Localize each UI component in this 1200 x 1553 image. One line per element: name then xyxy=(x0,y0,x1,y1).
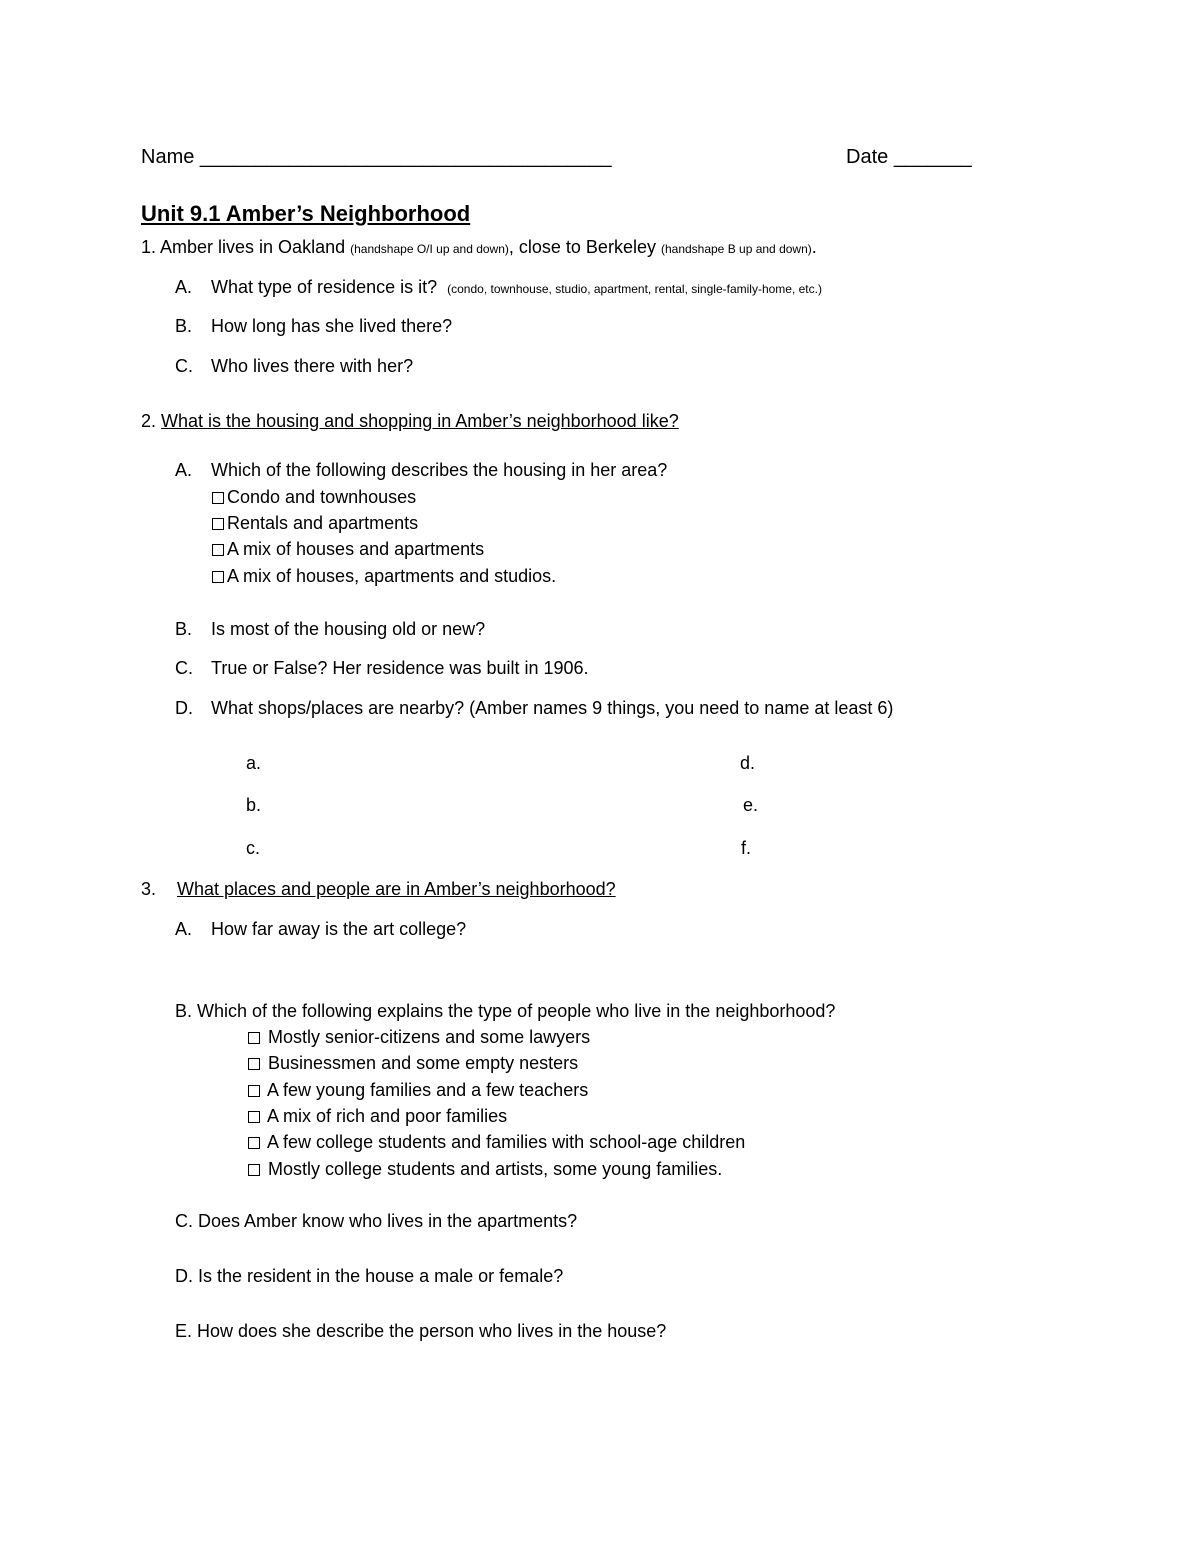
q3-b-option-6[interactable] xyxy=(248,1158,722,1180)
q1-note-oakland: (handshape O/I up and down) xyxy=(350,242,509,256)
checkbox-icon[interactable] xyxy=(248,1137,260,1149)
q2-b-label: B. xyxy=(175,619,193,639)
q2-heading-text: What is the housing and shopping in Amber’s neighborhood like? xyxy=(161,411,679,431)
q2-blank-c: c. xyxy=(246,838,261,858)
q2-c-text: True or False? Her residence was built in 1906. xyxy=(211,658,589,678)
q1-item-a-note: (condo, townhouse, studio, apartment, rental, single-family-home, etc.) xyxy=(447,282,822,296)
checkbox-icon[interactable] xyxy=(212,571,224,583)
checkbox-icon[interactable] xyxy=(212,518,224,530)
q2-a-option-2-label: Rentals and apartments xyxy=(227,513,419,533)
q3-b-option-3[interactable] xyxy=(248,1079,588,1101)
q3-heading-text: What places and people are in Amber’s neighborhood? xyxy=(177,879,616,899)
q2-a-option-4[interactable] xyxy=(212,565,556,587)
q2-d-label: D. xyxy=(175,698,193,718)
q2-a-option-3[interactable] xyxy=(212,538,484,560)
date-label: Date xyxy=(846,146,889,168)
q1-intro-a: 1. Amber lives in Oakland xyxy=(141,237,351,257)
q2-blank-f: f. xyxy=(741,838,752,858)
q3-b-option-5-label: A few college students and families with school-age children xyxy=(267,1132,746,1152)
q1-item-a-label: A. xyxy=(175,277,193,297)
q2-a-label: A. xyxy=(175,460,193,480)
q2-a-option-1[interactable] xyxy=(212,486,416,508)
checkbox-icon[interactable] xyxy=(248,1085,260,1097)
q2-number: 2. xyxy=(141,411,157,431)
q2-d-text: What shops/places are nearby? (Amber names 9 things, you need to name at least 6) xyxy=(211,698,894,718)
q2-c-label: C. xyxy=(175,658,193,678)
q3-b-option-6-label: Mostly college students and artists, some young families. xyxy=(268,1159,723,1179)
q2-a xyxy=(175,459,667,481)
q1-item-b xyxy=(175,315,452,337)
q1-item-b-text: How long has she lived there? xyxy=(211,316,453,336)
q3-a-label: A. xyxy=(175,919,193,939)
q3-b-option-5[interactable] xyxy=(248,1131,745,1153)
name-line xyxy=(141,145,611,169)
q3-b-option-1-label: Mostly senior-citizens and some lawyers xyxy=(268,1027,591,1047)
q2-heading xyxy=(141,410,679,432)
q3-a xyxy=(175,918,466,940)
q3-heading xyxy=(141,878,616,900)
checkbox-icon[interactable] xyxy=(248,1058,260,1070)
q2-c xyxy=(175,657,589,679)
q3-b-option-2[interactable] xyxy=(248,1052,578,1074)
q1-item-a xyxy=(175,276,822,300)
q2-a-option-1-label: Condo and townhouses xyxy=(227,487,417,507)
q1-item-c xyxy=(175,355,413,377)
q2-a-option-2[interactable] xyxy=(212,512,418,534)
checkbox-icon[interactable] xyxy=(248,1164,260,1176)
q1-intro-end: . xyxy=(811,237,817,257)
q2-blank-a: a. xyxy=(246,753,262,773)
q1-intro-b: , close to Berkeley xyxy=(508,237,661,257)
q3-b-option-2-label: Businessmen and some empty nesters xyxy=(268,1053,579,1073)
date-line xyxy=(846,145,972,169)
date-blank: _______ xyxy=(893,146,972,168)
worksheet-title: Unit 9.1 Amber’s Neighborhood xyxy=(141,201,471,226)
q1-note-berkeley: (handshape B up and down) xyxy=(660,242,812,256)
q2-blank-d: d. xyxy=(740,753,756,773)
checkbox-icon[interactable] xyxy=(212,544,224,556)
q3-d: D. Is the resident in the house a male or female? xyxy=(175,1266,564,1286)
q3-number: 3. xyxy=(141,879,157,899)
q3-e: E. How does she describe the person who lives in the house? xyxy=(175,1321,667,1341)
q1-item-c-text: Who lives there with her? xyxy=(211,356,414,376)
q3-c: C. Does Amber know who lives in the apartments? xyxy=(175,1211,578,1231)
q1-item-a-text: What type of residence is it? xyxy=(211,277,438,297)
q2-blank-e: e. xyxy=(743,795,759,815)
q3-a-text: How far away is the art college? xyxy=(211,919,467,939)
q1-intro xyxy=(141,236,817,260)
q2-d xyxy=(175,697,893,719)
checkbox-icon[interactable] xyxy=(248,1032,260,1044)
q2-a-option-3-label: A mix of houses and apartments xyxy=(227,539,485,559)
checkbox-icon[interactable] xyxy=(212,492,224,504)
q2-b-text: Is most of the housing old or new? xyxy=(211,619,486,639)
checkbox-icon[interactable] xyxy=(248,1111,260,1123)
q1-item-c-label: C. xyxy=(175,356,193,376)
q1-item-b-label: B. xyxy=(175,316,193,336)
q3-b-option-3-label: A few young families and a few teachers xyxy=(267,1080,589,1100)
q3-b-option-4[interactable] xyxy=(248,1105,507,1127)
q2-blank-b: b. xyxy=(246,795,262,815)
name-blank: _____________________________________ xyxy=(199,146,612,168)
q2-a-option-4-label: A mix of houses, apartments and studios. xyxy=(227,566,557,586)
q3-b-option-1[interactable] xyxy=(248,1026,590,1048)
q2-b xyxy=(175,618,485,640)
q3-b: B. Which of the following explains the type of people who live in the neighborhood? xyxy=(175,1001,836,1021)
q3-b-option-4-label: A mix of rich and poor families xyxy=(267,1106,508,1126)
name-label: Name xyxy=(141,146,195,168)
q2-a-text: Which of the following describes the housing in her area? xyxy=(211,460,668,480)
